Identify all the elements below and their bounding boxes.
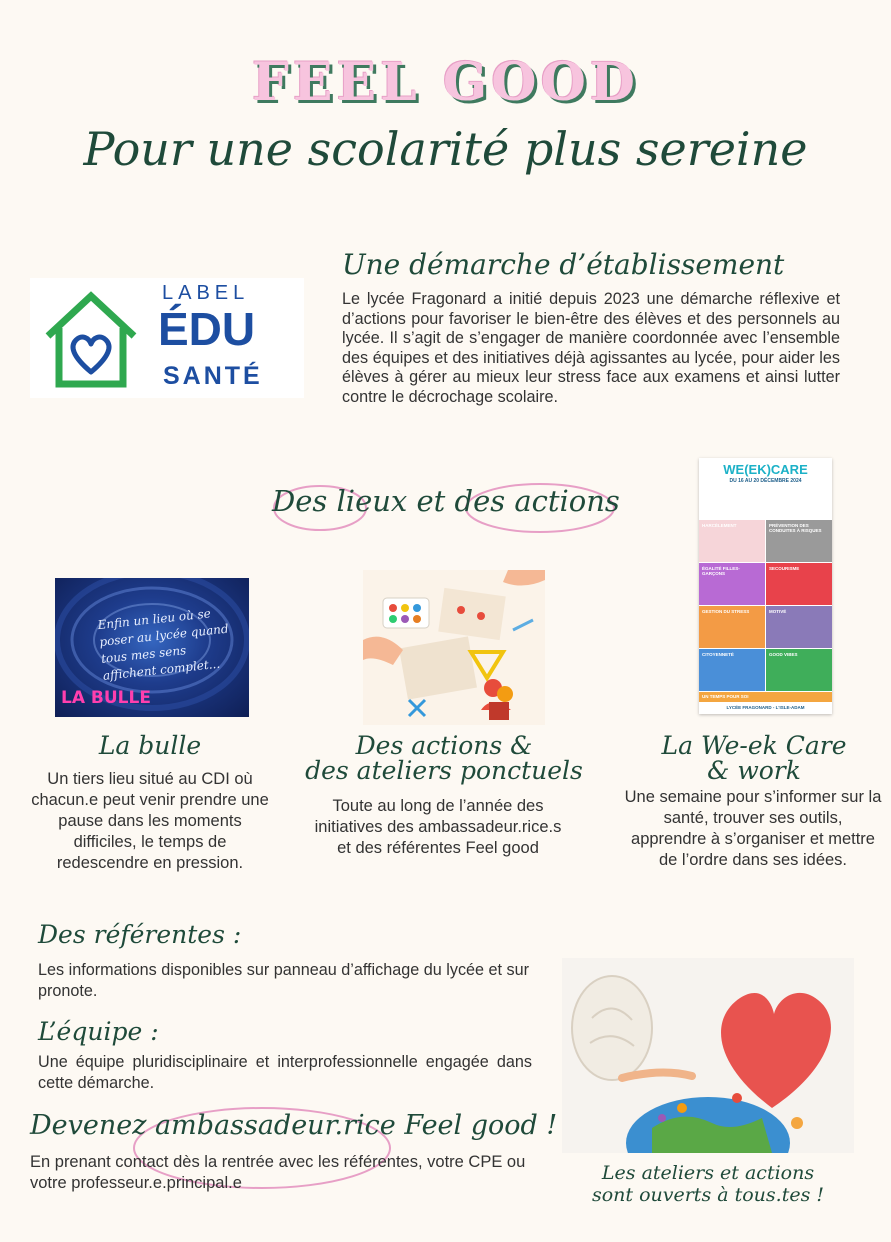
caption-line1: Les ateliers et actions [601,1162,815,1184]
poster-tile: HARCÈLEMENT [699,520,765,562]
ambassadeur-heading: Devenez ambassadeur.rice Feel good ! [30,1110,558,1141]
poster-tile: GESTION DU STRESS [699,606,765,648]
ateliers-illustration [363,570,545,725]
ambassadeur-text: En prenant contact dès la rentrée avec les référentes, votre CPE ou votre professeur.e.principal.e [30,1153,526,1192]
la-bulle-heading: La bulle [98,731,202,760]
weekcare-heading-line1: La We-ek Care [661,731,847,760]
caption-line2: sont ouverts à tous.tes ! [591,1184,825,1206]
logo-text-edu: ÉDU [158,303,256,355]
poster-tile: ÉGALITÉ FILLES-GARÇONS [699,563,765,605]
lieux-heading: Des lieux et des actions [272,484,620,518]
equipe-text: Une équipe pluridisciplinaire et interprofessionnelle engagée dans cette démarche. [38,1053,532,1092]
label-edusante-logo [30,278,304,398]
page-title: FEEL GOOD [252,52,639,113]
poster-title: WE(EK)CARE [723,462,808,477]
craft-illustration [363,570,545,725]
weekcare-text: Une semaine pour s’informer sur la santé, trouver ses outils, apprendre à s’organiser et mettre de l’ordre dans ses idées. [624,788,882,869]
poster-tile: PRÉVENTION DES CONDUITES À RISQUES [766,520,832,562]
ateliers-heading-line2: des ateliers ponctuels [305,756,583,785]
la-bulle-quote: Enfin un lieu où se poser au lycée quand tous mes sens affichent complet... [96,606,230,683]
poster-tile: CITOYENNETÉ [699,649,765,691]
poster-footer: LYCÉE FRAGONARD - L'ISLE-ADAM [726,705,805,710]
ateliers-heading [296,733,592,783]
poster-dates: DU 16 AU 20 DÉCEMBRE 2024 [729,478,802,484]
demarche-heading: Une démarche d’établissement [342,248,785,281]
poster-tile: MOTIVÉ [766,606,832,648]
referentes-heading: Des référentes : [38,920,242,949]
house-heart-icon [42,288,140,388]
ateliers-caption [560,1162,856,1206]
la-bulle-image-label: LA BULLE [61,688,151,708]
poster-tile: UN TEMPS POUR SOI [699,692,832,702]
page-subtitle: Pour une scolarité plus sereine [83,122,808,176]
poster-tile: SECOURISME [766,563,832,605]
heart-brain-globe-icon [562,958,854,1153]
weekcare-poster [699,458,832,714]
heart-brain-illustration [562,958,854,1153]
la-bulle-text: Un tiers lieu situé au CDI où chacun.e peut venir prendre une pause dans les moments difficiles, le temps de redescendre en pression. [31,770,269,872]
poster-tile: GOOD VIBES [766,649,832,691]
ateliers-text: Toute au long de l’année des initiatives des ambassadeur.rice.s et des référentes Feel good [314,797,562,857]
equipe-heading: L’équipe : [38,1017,159,1046]
referentes-text: Les informations disponibles sur panneau d’affichage du lycée et sur pronote. [38,961,530,1000]
weekcare-heading [634,733,874,783]
weekcare-heading-line2: & work [707,756,801,785]
demarche-text: Le lycée Fragonard a initié depuis 2023 une démarche réflexive et d’actions pour favoriser le bien-être des élèves et des personnels au lycée. Il s’agit de s’engager de manière coordonnée avec l’ensemble des équipes et des initiatives déjà agissantes au lycée, pour aider les élèves à gérer au mieux leur stress face aux examens et ainsi lutter contre le décrochage scolaire. [342,290,840,406]
logo-text-sante: SANTÉ [163,362,263,390]
ateliers-heading-line1: Des actions & [355,731,533,760]
logo-text-label: LABEL [162,282,250,304]
